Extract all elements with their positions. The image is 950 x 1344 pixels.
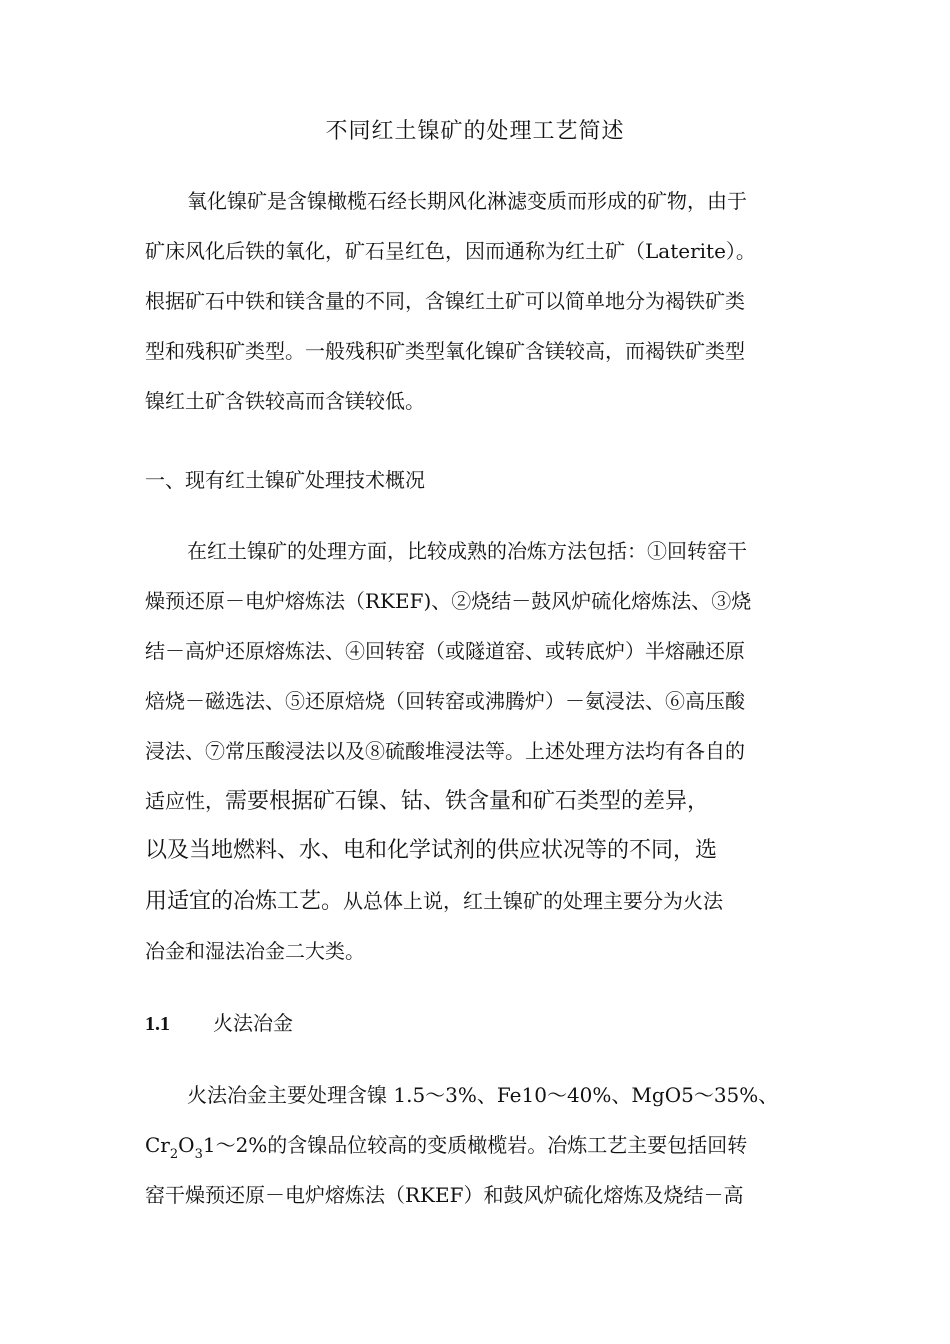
paragraph-line: 焙烧－磁选法、⑤还原焙烧（回转窑或沸腾炉）－氨浸法、⑥高压酸 [145,689,745,713]
paragraph-line: 镍红土矿含铁较高而含镁较低。 [145,389,425,413]
formula-o: O [178,1133,195,1157]
paragraph-line: 矿床风化后铁的氧化，矿石呈红色，因而通称为红土矿（Laterite）。 [145,239,756,263]
formula-subscript: 3 [194,1147,203,1162]
paragraph-line: 在红土镍矿的处理方面，比较成熟的冶炼方法包括：①回转窑干 [187,539,747,563]
paragraph-line: 窑干燥预还原－电炉熔炼法（RKEF）和鼓风炉硫化熔炼及烧结－高 [145,1183,744,1207]
line-part: 需要根据矿石镍、钴、铁含量和矿石类型的差异， [225,789,710,814]
paragraph-line: 以及当地燃料、水、电和化学试剂的供应状况等的不同，选 [145,838,718,863]
paragraph-line: 结－高炉还原熔炼法、④回转窑（或隧道窑、或转底炉）半熔融还原 [145,639,745,663]
line-part: 从总体上说，红土镍矿的处理主要分为火法 [343,889,724,913]
subsection-heading [145,1008,293,1039]
formula-subscript: 2 [169,1147,179,1162]
paragraph-line: 火法冶金主要处理含镍 1.5～3%、Fe10～40%、MgO5～35%、 [187,1083,779,1107]
paragraph-line: 根据矿石中铁和镁含量的不同，含镍红土矿可以简单地分为褐铁矿类 [145,289,745,313]
paragraph-line: 型和残积矿类型。一般残积矿类型氧化镍矿含镁较高，而褐铁矿类型 [145,339,745,363]
section-title: 火法冶金 [213,1011,293,1035]
line-part: 适应性， [145,789,225,813]
paragraph-line: 燥预还原－电炉熔炼法（RKEF)、②烧结－鼓风炉硫化熔炼法、③烧 [145,589,752,613]
paragraph-line [145,1120,807,1170]
paragraph-line: 冶金和湿法冶金二大类。 [145,939,365,963]
paragraph-line: 氧化镍矿是含镍橄榄石经长期风化淋滤变质而形成的矿物，由于 [187,189,747,213]
intro-paragraph [145,176,807,426]
section11-paragraph [145,1070,807,1220]
line-part: 用适宜的冶炼工艺。 [145,889,344,914]
paragraph-line [145,876,807,926]
section-heading: 一、现有红土镍矿处理技术概况 [145,468,425,492]
paragraph-line: 浸法、⑦常压酸浸法以及⑧硫酸堆浸法等。上述处理方法均有各自的 [145,739,745,763]
document-title: 不同红土镍矿的处理工艺简述 [325,119,625,144]
formula-cr: Cr [145,1133,170,1157]
section-number: 1.1 [145,1013,170,1035]
line-part: 1～2%的含镍品位较高的变质橄榄岩。冶炼工艺主要包括回转 [202,1133,748,1157]
section1-paragraph [145,526,807,976]
paragraph-line [145,776,807,826]
